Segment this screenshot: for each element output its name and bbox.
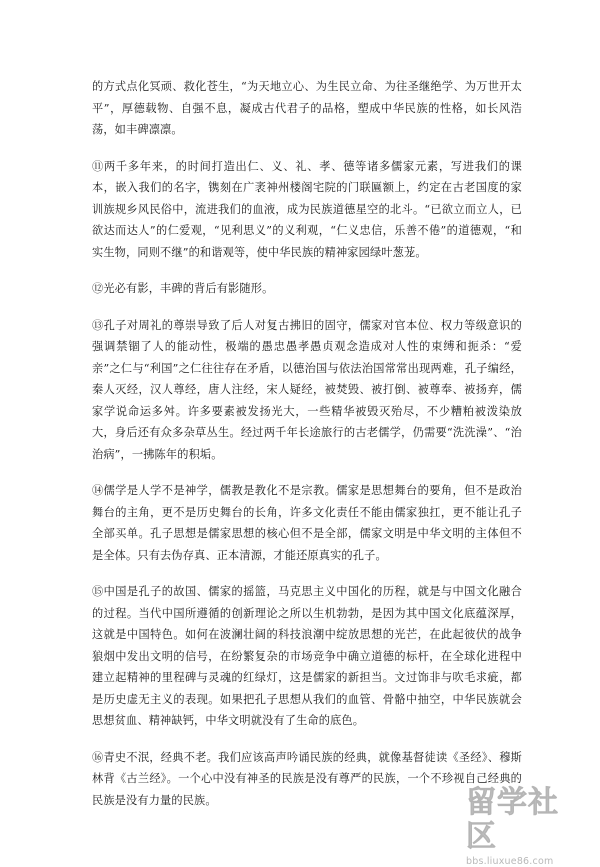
paragraph-11: ⑪两千多年来，的时间打造出仁、义、礼、孝、德等诸多儒家元素，写进我们的课本，嵌入我们的名字，镌刻在广袤神州楼阁宅院的门联匾额上，约定在古老国度的家训族规乡风民俗中，流进我们的血液，成为民族道德星空的北斗。“已欲立而立人，已欲达而达人”的仁爱观，“见利思义”的义利观，“仁义忠信，乐善不倦”的道德观，“和实生物，同则不继”的和谐观等，使中华民族的精神家园绿叶葱茏。	[92, 159, 522, 259]
watermark-url: bbs.liuxue86.com	[466, 856, 554, 867]
paragraph-16: ⑯青史不泯，经典不老。我们应该高声吟诵民族的经典，就像基督徒读《圣经》、穆斯林背《古兰经》。一个心中没有神圣的民族是没有尊严的民族，一个不珍视自己经典的民族是没有力量的民族。	[92, 750, 522, 807]
paragraph-14: ⑭儒学是人学不是神学，儒教是教化不是宗教。儒家是思想舞台的要角，但不是政治舞台的主角，更不是历史舞台的长角，许多文化责任不能由儒家独扛，更不能让孔子全部买单。孔子思想是儒家思想的核心但不是全部，儒家文明是中华文明的主体但不是全体。只有去伪存真、正本清源，才能还原真实的孔子。	[92, 484, 522, 562]
paragraph-15: ⑮中国是孔子的故国、儒家的摇篮，马克思主义中国化的历程，就是与中国文化融合的过程。当代中国所遵循的创新理论之所以生机勃勃，是因为其中国文化底蕴深厚，这就是中国特色。如何在波澜壮阔的科技浪潮中绽放思想的光芒，在此起彼伏的战争狼烟中发出文明的信号，在纷繁复杂的市场竞争中确立道德的标杆，在全球化进程中建立起精神的里程碑与灵魂的红绿灯，这是儒家的新担当。文过饰非与吹毛求疵，都是历史虚无主义的表现。如果把孔子思想从我们的血管、骨骼中抽空，中华民族就会思想贫血、精神缺钙，中华文明就没有了生命的底色。	[92, 585, 522, 727]
site-watermark	[466, 785, 586, 867]
paragraph-continuation: 的方式点化冥顽、救化苍生，“为天地立心、为生民立命、为往圣继绝学、为万世开太平”，厚德载物、自强不息，凝成古代君子的品格，塑成中华民族的性格，如长风浩荡，如丰碑凛凛。	[92, 80, 522, 136]
watermark-logo: 留学社区	[466, 785, 559, 854]
article-body	[92, 76, 522, 826]
paragraph-12: ⑫光必有影，丰碑的背后有影随形。	[92, 282, 274, 295]
paragraph-13: ⑬孔子对周礼的尊崇导致了后人对复古拂旧的固守，儒家对官本位、权力等级意识的强调禁锢了人的能动性，极端的愚忠愚孝愚贞观念造成对人性的束缚和扼杀：“爱亲”之仁与“利国”之仁往往存在矛盾，以德治国与依法治国常常出现两难，孔子编经，秦人灭经，汉人尊经，唐人注经，宋人疑经，被焚毁、被打倒、被尊奉、被扬弃，儒家学说命运多舛。许多要素被发扬光大，一些精华被毁灭殆尽，不少糟粕被泼染放大，身后还有众多杂草丛生。经过两千年长途旅行的古老儒学，仍需要“洗洗澡”、“治治病”，一拂陈年的积垢。	[92, 318, 522, 461]
